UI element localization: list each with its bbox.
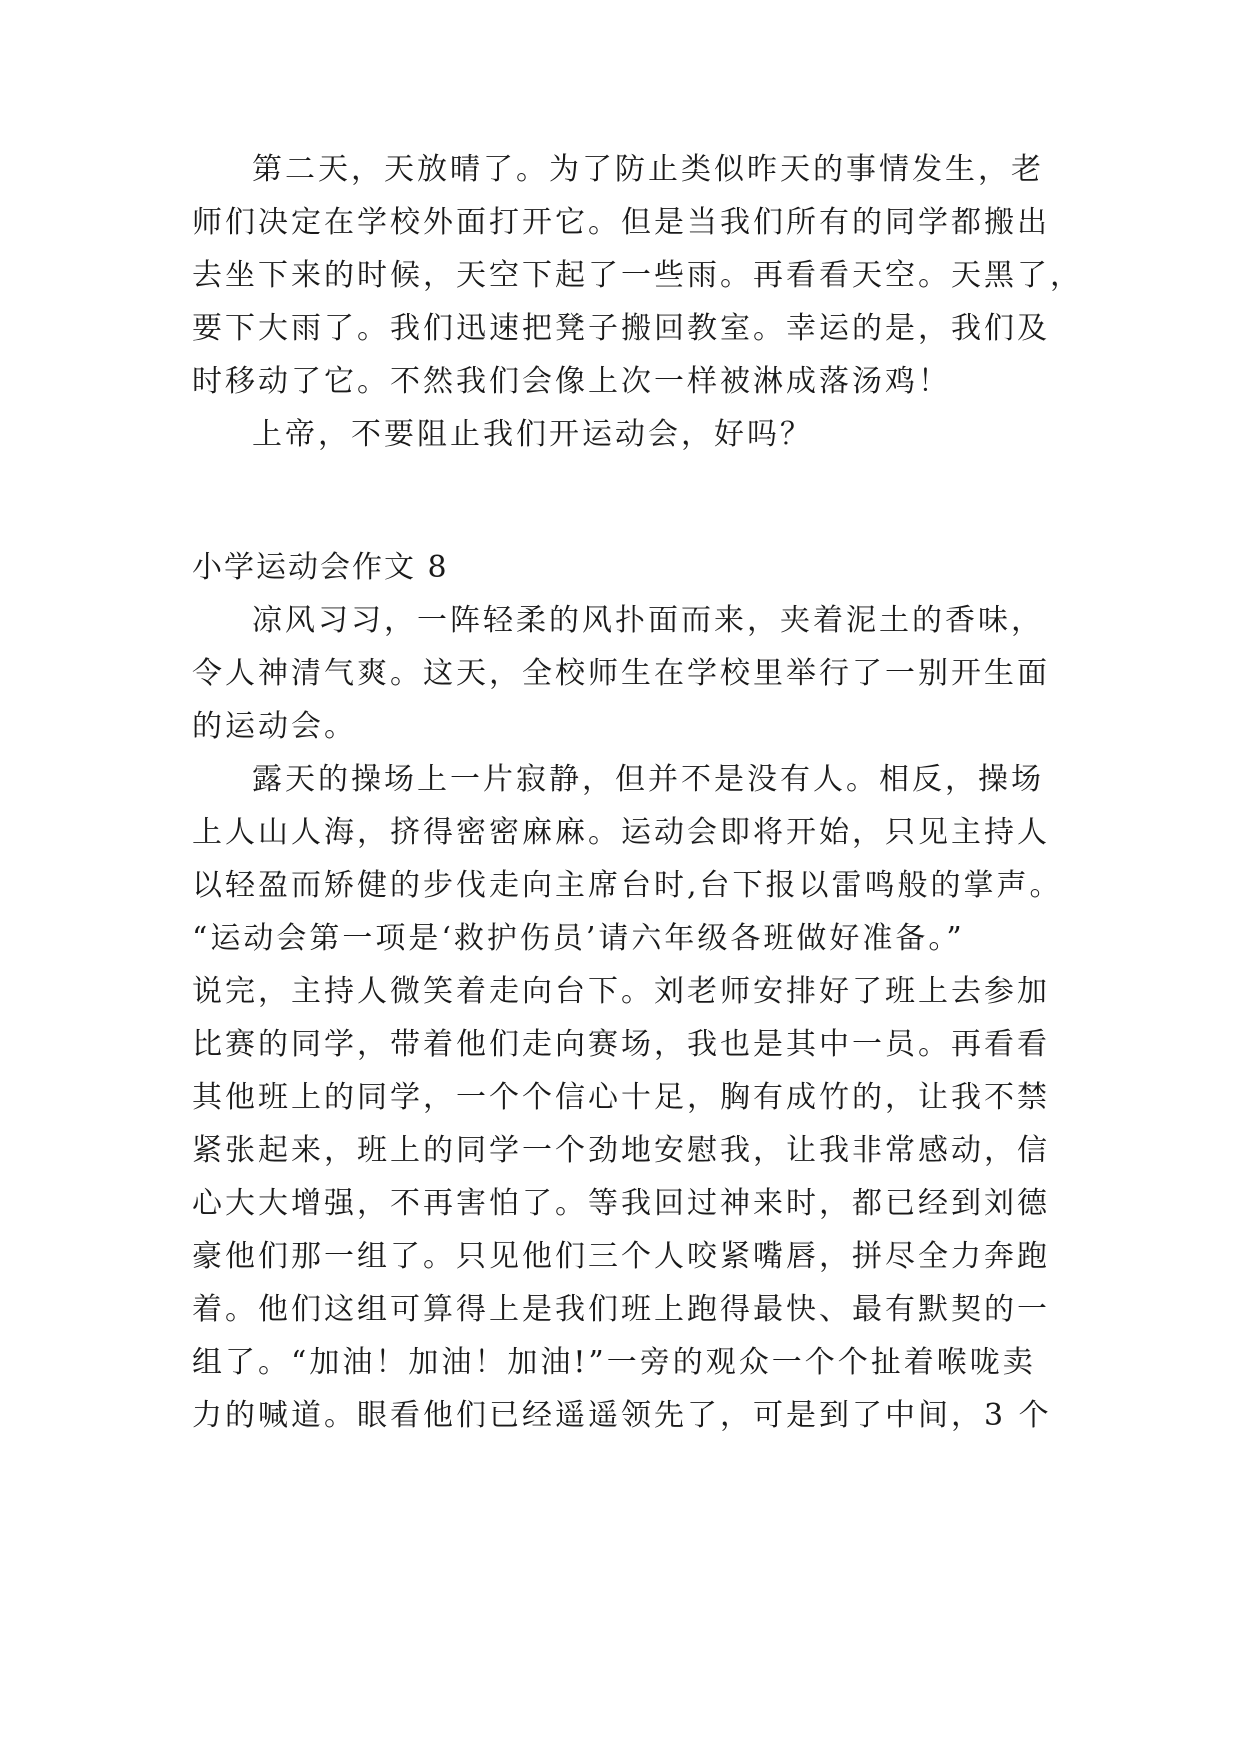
paragraph-line: 凉风习习，一阵轻柔的风扑面而来，夹着泥土的香味， <box>252 603 1044 638</box>
paragraph-line: “运动会第一项是‘救护伤员’请六年级各班做好准备。” <box>192 921 965 956</box>
paragraph-line: 师们决定在学校外面打开它。但是当我们所有的同学都搬出 <box>192 205 1050 240</box>
paragraph-line: 去坐下来的时候，天空下起了一些雨。再看看天空。天黑了， <box>192 258 1083 293</box>
paragraph-line: 其他班上的同学，一个个信心十足，胸有成竹的，让我不禁 <box>192 1080 1050 1115</box>
paragraph-line: 令人神清气爽。这天，全校师生在学校里举行了一别开生面 <box>192 656 1050 691</box>
paragraph-line: 以轻盈而矫健的步伐走向主席台时,台下报以雷鸣般的掌声。 <box>192 868 1063 903</box>
section-title: 小学运动会作文 8 <box>192 550 449 585</box>
paragraph-line: 露天的操场上一片寂静，但并不是没有人。相反，操场 <box>252 762 1044 797</box>
paragraph-line: 上帝，不要阻止我们开运动会，好吗？ <box>252 417 813 452</box>
paragraph-line: 心大大增强，不再害怕了。等我回过神来时，都已经到刘德 <box>192 1186 1050 1221</box>
paragraph-line: 着。他们这组可算得上是我们班上跑得最快、最有默契的一 <box>192 1292 1050 1327</box>
paragraph-line: 紧张起来，班上的同学一个劲地安慰我，让我非常感动，信 <box>192 1133 1050 1168</box>
paragraph-line: 组了。“加油！加油！加油!”一旁的观众一个个扯着喉咙卖 <box>192 1345 1036 1380</box>
paragraph-line: 比赛的同学，带着他们走向赛场，我也是其中一员。再看看 <box>192 1027 1050 1062</box>
paragraph-line: 上人山人海，挤得密密麻麻。运动会即将开始，只见主持人 <box>192 815 1050 850</box>
paragraph-line: 的运动会。 <box>192 709 357 744</box>
paragraph-line: 时移动了它。不然我们会像上次一样被淋成落汤鸡！ <box>192 364 951 399</box>
paragraph-line: 力的喊道。眼看他们已经遥遥领先了，可是到了中间，3 个 <box>192 1398 1052 1433</box>
paragraph-line: 第二天，天放晴了。为了防止类似昨天的事情发生，老 <box>252 152 1044 187</box>
paragraph-line: 豪他们那一组了。只见他们三个人咬紧嘴唇，拼尽全力奔跑 <box>192 1239 1050 1274</box>
paragraph-line: 说完，主持人微笑着走向台下。刘老师安排好了班上去参加 <box>192 974 1050 1009</box>
paragraph-line: 要下大雨了。我们迅速把凳子搬回教室。幸运的是，我们及 <box>192 311 1050 346</box>
